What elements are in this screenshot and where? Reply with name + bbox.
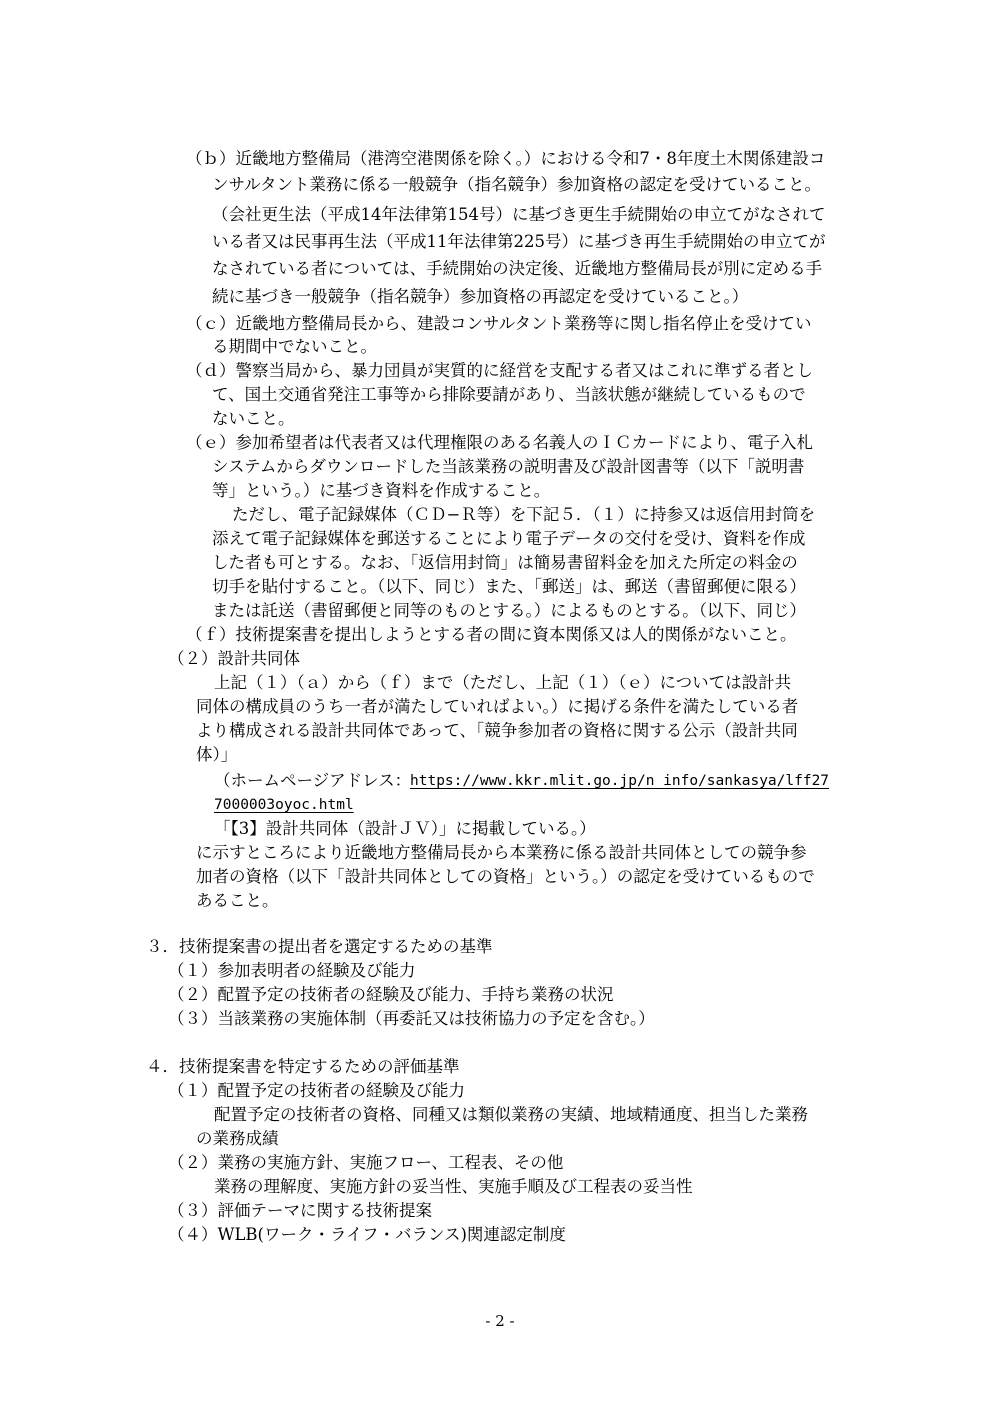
text-line: 切手を貼付すること。（以下、同じ）また、「郵送」は、郵送（書留郵便に限る） (212, 577, 806, 596)
text-line: 加者の資格（以下「設計共同体としての資格」という。）の認定を受けているもので (196, 867, 815, 886)
text-line: （ｆ）技術提案書を提出しようとする者の間に資本関係又は人的関係がないこと。 (186, 625, 797, 644)
homepage-url-link-continued[interactable]: 7000003oyoc.html (214, 797, 354, 813)
section-heading: ４．技術提案書を特定するための評価基準 (146, 1057, 460, 1076)
section-heading: （２）設計共同体 (168, 649, 300, 668)
text-line: ないこと。 (212, 409, 295, 428)
text-line: ただし、電子記録媒体（ＣＤ−Ｒ等）を下記５．（１）に持参又は返信用封筒を (232, 505, 816, 524)
list-item: （３）評価テーマに関する技術提案 (168, 1201, 432, 1220)
page-number: - 2 - (485, 1312, 515, 1330)
text-line: または託送（書留郵便と同等のものとする。）によるものとする。（以下、同じ） (212, 601, 806, 620)
text-line: （ｄ）警察当局から、暴力団員が実質的に経営を支配する者又はこれに準ずる者とし (186, 361, 813, 380)
text-line: 配置予定の技術者の資格、同種又は類似業務の実績、地域精通度、担当した業務 (214, 1105, 808, 1124)
list-item: （４）WLB(ワーク・ライフ・バランス)関連認定制度 (168, 1225, 566, 1244)
text-line: なされている者については、手続開始の決定後、近畿地方整備局長が別に定める手 (212, 259, 823, 278)
text-line: 業務の理解度、実施方針の妥当性、実施手順及び工程表の妥当性 (214, 1177, 693, 1196)
homepage-url-link[interactable]: https://www.kkr.mlit.go.jp/n_info/sankasya/lff27 (410, 773, 830, 789)
text-line: あること。 (196, 891, 279, 910)
text-line: て、国土交通省発注工事等から排除要請があり、当該状態が継続しているもので (212, 385, 806, 404)
text-line: （会社更生法（平成14年法律第154号）に基づき更生手続開始の申立てがなされて (212, 205, 826, 224)
text-line: 続に基づき一般競争（指名競争）参加資格の再認定を受けていること。） (212, 287, 749, 306)
text-line: （ホームページアドレス： (214, 771, 412, 790)
text-line: 等」という。）に基づき資料を作成すること。 (212, 481, 551, 500)
text-line: に示すところにより近畿地方整備局長から本業務に係る設計共同体としての競争参 (196, 843, 807, 862)
text-line: る期間中でないこと。 (212, 337, 377, 356)
text-line: システムからダウンロードした当該業務の説明書及び設計図書等（以下「説明書 (212, 457, 805, 476)
list-item: （３）当該業務の実施体制（再委託又は技術協力の予定を含む。） (168, 1009, 655, 1028)
text-line: 同体の構成員のうち一者が満たしていればよい。）に掲げる条件を満たしている者 (196, 697, 799, 716)
text-line: より構成される設計共同体であって、「競争参加者の資格に関する公示（設計共同 (196, 721, 798, 740)
list-item: （２）配置予定の技術者の経験及び能力、手持ち業務の状況 (168, 985, 614, 1004)
list-item: （１）参加表明者の経験及び能力 (168, 961, 416, 980)
text-line: した者も可とする。なお、「返信用封筒」は簡易書留料金を加えた所定の料金の (212, 553, 798, 572)
section-heading: ３．技術提案書の提出者を選定するための基準 (146, 937, 493, 956)
text-line: いる者又は民事再生法（平成11年法律第225号）に基づき再生手続開始の申立てが (212, 232, 826, 251)
text-line: の業務成績 (196, 1129, 279, 1148)
text-line: 上記（１）（ａ）から（ｆ）まで（ただし、上記（１）（ｅ）については設計共 (214, 673, 792, 692)
text-line: （ｅ）参加希望者は代表者又は代理権限のある名義人のＩＣカードにより、電子入札 (186, 433, 813, 452)
list-item: （１）配置予定の技術者の経験及び能力 (168, 1081, 465, 1100)
text-line: （ｃ）近畿地方整備局長から、建設コンサルタント業務等に関し指名停止を受けてい (186, 314, 812, 333)
list-item: （２）業務の実施方針、実施フロー、工程表、その他 (168, 1153, 564, 1172)
text-line: 添えて電子記録媒体を郵送することにより電子データの交付を受け、資料を作成 (212, 529, 806, 548)
text-line: 「【3】設計共同体（設計ＪＶ）」に掲載している。） (214, 819, 596, 838)
text-line: （ｂ）近畿地方整備局（港湾空港関係を除く。）における令和7・8年度土木関係建設コ (186, 149, 826, 168)
text-line: ンサルタント業務に係る一般競争（指名競争）参加資格の認定を受けていること。 (212, 175, 822, 194)
text-line: 体）」 (196, 745, 238, 764)
